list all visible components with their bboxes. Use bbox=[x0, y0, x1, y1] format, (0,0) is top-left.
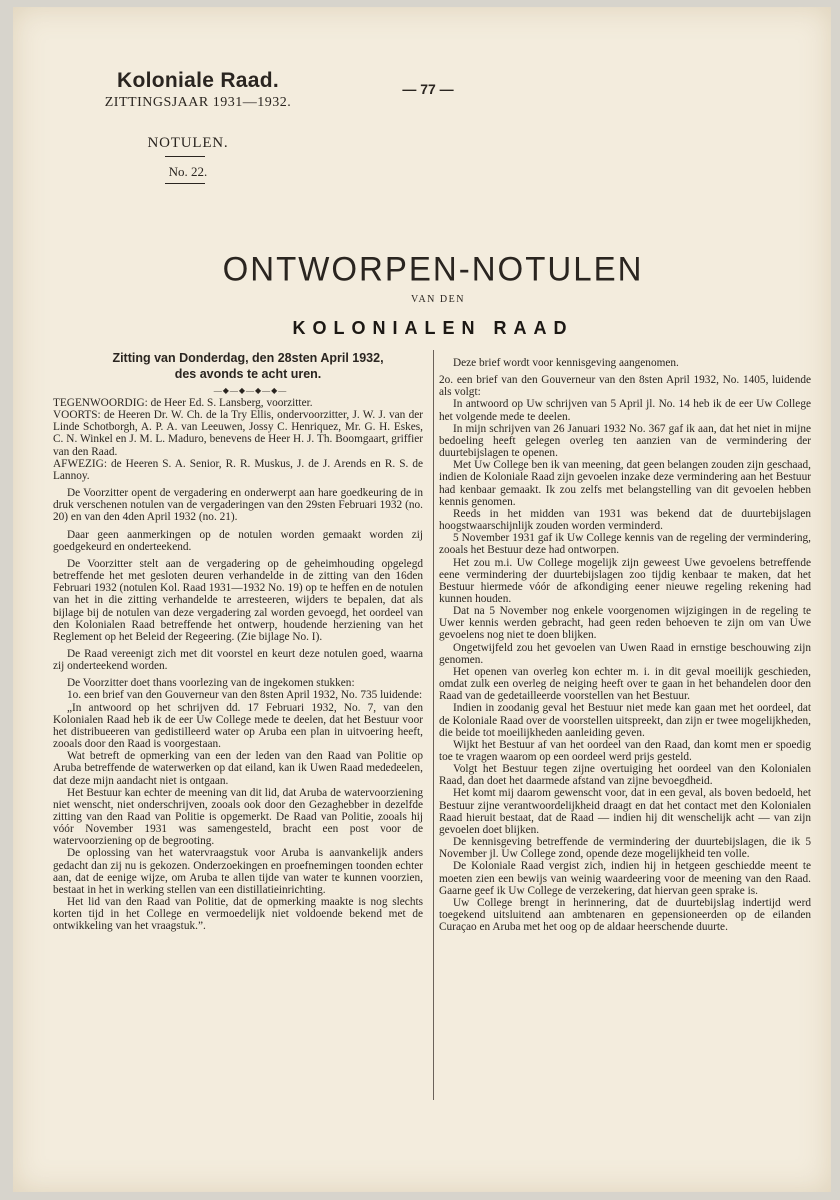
right-column bbox=[439, 357, 811, 933]
ornament-divider: —◆—◆—◆—◆— bbox=[213, 386, 288, 395]
notulen-label: NOTULEN. bbox=[147, 135, 229, 151]
paragraph: Dat na 5 November nog enkele voorgenomen wijzigingen in de regeling te Uwer kennis werden gebracht, had geen reden behoeven te zijn om van Uwe gevoelens nog niet te doen blijken. bbox=[439, 605, 811, 642]
left-column bbox=[53, 397, 423, 933]
issue-number: No. 22. bbox=[168, 164, 208, 179]
paragraph: Wijkt het Bestuur af van het oordeel van den Raad, dan komt men er spoedig toe te vragen waarom op een oordeel werd prijs gesteld. bbox=[439, 738, 811, 763]
paragraph: In mijn schrijven van 26 Januari 1932 No. 367 gaf ik aan, dat het niet in mijne bedoeling heeft gelegen overleg ten aanzien van de vermindering der duurtebijslagen te openen. bbox=[439, 422, 811, 460]
paragraph: Deze brief wordt voor kennisgeving aangenomen. bbox=[453, 357, 679, 369]
column-separator bbox=[433, 350, 434, 1100]
paragraph: Het Bestuur kan echter de meening van dit lid, dat Aruba de watervoorziening niet wenscht, niet onderschrijven, zooals ook door den Gezaghebber in dezelfde zitting van den Raad van Politie is opgemerkt. De Raad van Politie, zooals hij vóór November 1931 was samengesteld, bracht een post voor de watervoorziening op de begrooting. bbox=[53, 786, 423, 848]
paragraph: De oplossing van het watervraagstuk voor Aruba is aanvankelijk anders gedacht dan zij nu is gekozen. Onderzoekingen en proefnemingen toonden echter aan, dat de eenige wijze, om Aruba te allen tijde van water te kunnen voorzien, bestaat in het in werking stellen van een distillatieinrichting. bbox=[53, 847, 423, 896]
paragraph: Het zou m.i. Uw College mogelijk zijn geweest Uwe gevoelens betreffende eene vermindering der duurtebijslagen zoo tijdig kenbaar te maken, dat het Bestuur hiermede vóór de afkondiging eener nieuwe regeling rekening had kunnen houden. bbox=[439, 556, 811, 605]
session-line-2: des avonds te acht uren. bbox=[174, 367, 322, 381]
paragraph: TEGENWOORDIG: de Heer Ed. S. Lansberg, voorzitter. bbox=[53, 397, 313, 409]
koloniale-raad-title: KOLONIALEN RAAD bbox=[292, 318, 574, 338]
paragraph: De Koloniale Raad vergist zich, indien hij in hetgeen geschiedde meent te moeten zien een bewijs van weinig waardeering voor de meening van den Raad. Gaarne geef ik Uw College de verzekering, dat hiervan geen sprake is. bbox=[439, 860, 811, 897]
document-page bbox=[13, 7, 831, 1192]
masthead bbox=[78, 69, 318, 111]
session-heading bbox=[73, 350, 423, 382]
main-title: ONTWORPEN-NOTULEN bbox=[222, 249, 644, 288]
paragraph: VOORTS: de Heeren Dr. W. Ch. de la Try Ellis, ondervoorzitter, J. W. J. van der Linde Schotborgh, A. P. A. van Leeuwen, Jossy C. Henriquez, Mr. G. H. Eskes, C. N. Winkel en J. M. L. Maduro, benevens de Heer H. J. Th. Boomgaart, griffier van den Raad. bbox=[53, 409, 423, 458]
zittingsjaar: ZITTINGSJAAR 1931—1932. bbox=[104, 95, 292, 110]
paragraph: De Voorzitter stelt aan de vergadering op de geheimhouding opgelegd betreffende het met gesloten deuren verhandelde in de zitting van den 16den Februari 1932 (notulen Kol. Raad 1931—1932 No. 19) op te heffen en de notulen van het in die zitting verhandelde te arresteeren, wijders te bepalen, dat als bijlage bij de notulen van deze vergadering zal worden gevoegd, het oordeel van den Kolonialen Raad betreffende het ontwerp, houdende herziening van het Reglement op het Beleid der Regeering. (Zie bijlage No. I). bbox=[53, 557, 423, 643]
paragraph: De Voorzitter opent de vergadering en onderwerpt aan hare goedkeuring de in druk verschenen notulen van de vergaderingen van den 29sten Februari 1932 (no. 20) en van den 4den April 1932 (no. 21). bbox=[53, 487, 423, 524]
paragraph: Uw College brengt in herinnering, dat de duurtebijslag indertijd werd toegekend uitsluitend aan ambtenaren en gepensioneerden op de eilanden Curaçao en Aruba met het oog op de aldaar heerschende duurte. bbox=[439, 896, 811, 934]
paragraph: AFWEZIG: de Heeren S. A. Senior, R. R. Muskus, J. de J. Arends en R. S. de Lannoy. bbox=[53, 457, 423, 482]
paragraph: 5 November 1931 gaf ik Uw College kennis van de regeling der vermindering, zooals het Bestuur deze had ontworpen. bbox=[439, 532, 811, 557]
divider bbox=[165, 156, 205, 157]
paragraph: Indien in zoodanig geval het Bestuur niet mede kan gaan met het oordeel, dat de Koloniale Raad over de voorstellen uitspreekt, dan zijn er twee mogelijkheden, die beide tot moeilijkheden aanleiding geven. bbox=[439, 702, 811, 739]
divider bbox=[165, 183, 205, 184]
paragraph: In antwoord op Uw schrijven van 5 April jl. No. 14 heb ik de eer Uw College het volgende mede te deelen. bbox=[439, 398, 811, 423]
paragraph: Het lid van den Raad van Politie, dat de opmerking maakte is nog slechts korten tijd in het College en vermoedelijk niet voldoende bekend met de ontwikkeling van het vraagstuk.”. bbox=[53, 896, 423, 933]
paragraph: Het openen van overleg kon echter m. i. in dit geval moeilijk geschieden, omdat zulk een overleg de neiging heeft over te gaan in het behandelen door den Raad van de gedetailleerde voorstellen van het Bestuur. bbox=[439, 665, 811, 703]
paragraph: Reeds in het midden van 1931 was bekend dat de duurtebijslagen hoogstwaarschijnlijk zouden worden verminderd. bbox=[439, 507, 811, 533]
koloniale-raad-heading: Koloniale Raad. bbox=[116, 69, 280, 92]
paragraph: Wat betreft de opmerking van een der leden van den Raad van Politie op Aruba betreffende de waterwerken op dat eiland, kan ik Uwen Raad mededeelen, dat deze mijn aandacht niet is ontgaan. bbox=[53, 750, 423, 787]
paragraph: De Voorzitter doet thans voorlezing van de ingekomen stukken: bbox=[67, 677, 355, 690]
paragraph: Daar geen aanmerkingen op de notulen worden gemaakt worden zij goedgekeurd en onderteekend. bbox=[53, 528, 423, 553]
paragraph: De kennisgeving betreffende de vermindering der duurtebijslagen, die ik 5 November jl. Uw College zond, opende deze mogelijkheid ten volle. bbox=[439, 836, 811, 861]
van-den-label: VAN DEN bbox=[411, 294, 465, 305]
paragraph: Volgt het Bestuur tegen zijne overtuiging het oordeel van den Kolonialen Raad, dan doet het daarmede afstand van zijne bevoegdheid. bbox=[439, 763, 811, 788]
paragraph: Met Uw College ben ik van meening, dat geen belangen zouden zijn geschaad, indien de Koloniale Raad zijn gevoelen inzake deze vermindering aan het Bestuur had kenbaar gemaakt. Ik zou zelfs met belangstelling van dit gevoelen hebben kennis genomen. bbox=[439, 459, 811, 508]
paragraph: De Raad vereenigt zich met dit voorstel en keurt deze notulen goed, waarna zij onderteekend worden. bbox=[53, 647, 423, 673]
page-number: — 77 — bbox=[402, 81, 454, 97]
paragraph: 2o. een brief van den Gouverneur van den 8sten April 1932, No. 1405, luidende als volgt: bbox=[439, 374, 811, 399]
session-line-1: Zitting van Donderdag, den 28sten April 1932, bbox=[112, 351, 384, 365]
paragraph: Het komt mij daarom gewenscht voor, dat in een geval, als boven bedoeld, het Bestuur zijne verantwoordelijkheid draagt en dat het contact met den Kolonialen Raad hieruit bestaat, dat de Raad — indien hij dit wenschelijk acht — van zijn gevoelen doet blijken. bbox=[439, 787, 811, 836]
paragraph: 1o. een brief van den Gouverneur van den 8sten April 1932, No. 735 luidende: bbox=[67, 689, 423, 702]
paragraph: Ongetwijfeld zou het gevoelen van Uwen Raad in ernstige beschouwing zijn genomen. bbox=[439, 641, 811, 666]
paragraph: „In antwoord op het schrijven dd. 17 Februari 1932, No. 7, van den Kolonialen Raad heb ik de eer Uw College mede te deelen, dat het Bestuur voor het distribueeren van gedistilleerd water op Aruba een plan in uitvoering heeft, zooals door den Raad is voorgestaan. bbox=[53, 701, 423, 751]
